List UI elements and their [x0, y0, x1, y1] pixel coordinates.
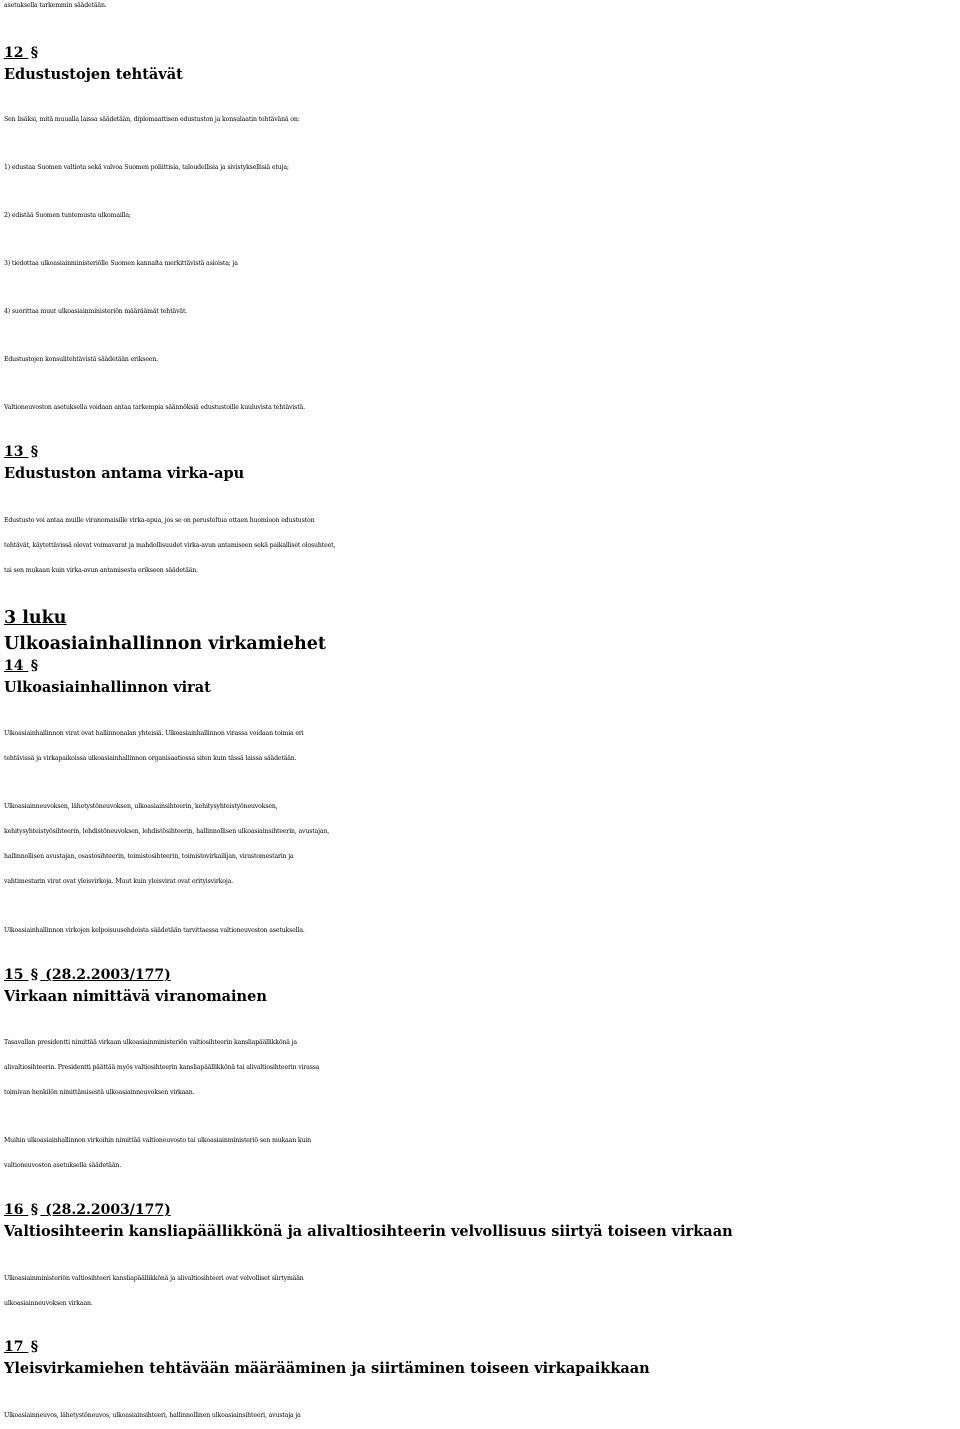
paragraph-line: Ulkoasiainministeriön valtiosihteeri kansliapäällikkönä ja alivaltiosihteeri ovat velvolliset siirtymään — [4, 1275, 304, 1282]
list-item: 3) tiedottaa ulkoasiainministeriölle Suomen kannalta merkittävistä asioista; ja — [4, 260, 238, 267]
paragraph-line: Tasavallan presidentti nimittää virkaan ulkoasiainministeriön valtiosihteerin kansliapäällikkönä ja — [4, 1039, 297, 1046]
paragraph-line: Ulkoasiainhallinnon virat ovat hallinnonalan yhteisiä. Ulkoasiainhallinnon virassa voidaan toimia eri — [4, 730, 304, 737]
paragraph-line: Edustusto voi antaa muille viranomaisille virka-apua, jos se on perusteltua ottaen huomioon edustuston — [4, 517, 315, 524]
chapter-number[interactable]: 3 luku — [4, 608, 67, 628]
list-item: 1) edustaa Suomen valtiota sekä valvoa Suomen poliittisia, taloudellisia ja sivistyksellisiä etuja; — [4, 164, 289, 171]
section-number-label: 17 — [4, 1339, 24, 1355]
section-sign: § — [30, 1339, 39, 1355]
section-number[interactable] — [4, 44, 40, 62]
section-number-label: 12 — [4, 45, 24, 61]
section-number-label: 14 — [4, 658, 24, 674]
list-item: 2) edistää Suomen tuntemusta ulkomailla; — [4, 212, 131, 219]
section-sign: § — [30, 444, 39, 460]
paragraph-line: Ulkoasiainhallinnon virkojen kelpoisuusehdoista säädetään tarvittaessa valtioneuvoston asetuksella. — [4, 927, 305, 934]
section-number[interactable] — [4, 966, 171, 984]
paragraph-line: tehtävissä ja virkapaikoissa ulkoasiainhallinnon organisaatiossa siten kuin tässä laissa säädetään. — [4, 755, 297, 762]
chapter-title: Ulkoasiainhallinnon virkamiehet — [4, 634, 326, 654]
paragraph-line: Ulkoasiainneuvoksen, lähetystöneuvoksen, ulkoasiainsihteerin, kehitysyhteistyöneuvoksen, — [4, 803, 278, 810]
section-sign: § — [30, 967, 39, 983]
amendment-link[interactable]: (28.2.2003/177) — [45, 1202, 171, 1218]
section-title: Ulkoasiainhallinnon virat — [4, 679, 211, 696]
section-number-label: 15 — [4, 967, 24, 983]
section-sign: § — [30, 1202, 39, 1218]
section-number[interactable] — [4, 1201, 171, 1219]
section-number-label: 16 — [4, 1202, 24, 1218]
section-title: Virkaan nimittävä viranomainen — [4, 988, 267, 1005]
section-sign: § — [30, 45, 39, 61]
paragraph-line: tehtävät, käytettävissä olevat voimavarat ja mahdollisuudet virka-avun antamiseen sekä paikalliset olosuhteet, — [4, 542, 336, 549]
paragraph-line: asetuksella tarkemmin säädetään. — [4, 2, 107, 9]
paragraph-line: vahtimestarin virat ovat yleisvirkoja. Muut kuin yleisvirat ovat erityisvirkoja. — [4, 878, 233, 885]
paragraph-line: toimivan henkilön nimittämisestä ulkoasiainneuvoksen virkaan. — [4, 1089, 195, 1096]
paragraph-line: ulkoasiainneuvoksen virkaan. — [4, 1300, 93, 1307]
paragraph-line: Muihin ulkoasiainhallinnon virkoihin nimittää valtioneuvosto tai ulkoasiainministeriö sen mukaan kuin — [4, 1137, 311, 1144]
paragraph-line: Valtioneuvoston asetuksella voidaan antaa tarkempia säännöksiä edustustoille kuuluvista tehtävistä. — [4, 404, 305, 411]
paragraph-line: tai sen mukaan kuin virka-avun antamisesta erikseen säädetään. — [4, 567, 198, 574]
paragraph-line: kehitysyhteistyösihteerin, lehdistöneuvoksen, lehdistösihteerin, hallinnollisen ulkoasiainsihteerin, avustajan, — [4, 828, 330, 835]
section-sign: § — [30, 658, 39, 674]
paragraph-line: Edustustojen konsulitehtävistä säädetään erikseen. — [4, 356, 158, 363]
section-title: Edustuston antama virka-apu — [4, 465, 245, 482]
section-title: Edustustojen tehtävät — [4, 66, 183, 83]
section-number[interactable] — [4, 1338, 40, 1356]
paragraph-line: Ulkoasiainneuvos, lähetystöneuvos, ulkoasiainsihteeri, hallinnollinen ulkoasiainsihteeri, avustaja ja — [4, 1412, 301, 1419]
paragraph-line: alivaltiosihteerin. Presidentti päättää myös valtiosihteerin kansliapäällikkönä tai alivaltiosihteerin virassa — [4, 1064, 320, 1071]
paragraph-line: hallinnollisen avustajan, osastosihteerin, toimistosihteerin, toimistovirkailijan, virastomestarin ja — [4, 853, 294, 860]
section-number[interactable] — [4, 443, 40, 461]
section-number[interactable] — [4, 657, 40, 675]
section-title: Yleisvirkamiehen tehtävään määrääminen ja siirtäminen toiseen virkapaikkaan — [4, 1360, 650, 1377]
paragraph-line: valtioneuvoston asetuksella säädetään. — [4, 1162, 122, 1169]
amendment-link[interactable]: (28.2.2003/177) — [45, 967, 171, 983]
section-title: Valtiosihteerin kansliapäällikkönä ja alivaltiosihteerin velvollisuus siirtyä toiseen virkaan — [4, 1223, 733, 1240]
paragraph-line: Sen lisäksi, mitä muualla laissa säädetään, diplomaattisen edustuston ja konsulaatin tehtävänä on: — [4, 116, 300, 123]
section-number-label: 13 — [4, 444, 24, 460]
list-item: 4) suorittaa muut ulkoasiainministeriön määräämät tehtävät. — [4, 308, 188, 315]
